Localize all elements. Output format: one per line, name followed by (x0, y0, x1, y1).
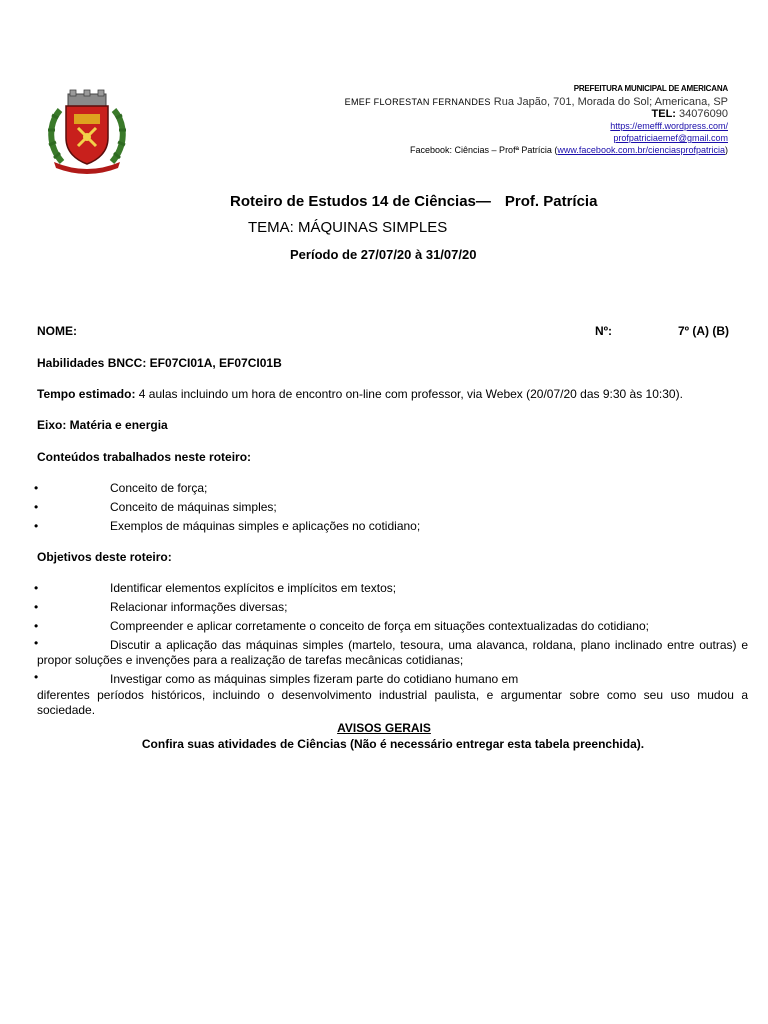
bullet-icon: • (34, 619, 39, 633)
avisos-text-body: Confira suas atividades de Ciências (Não é necessário entregar esta tabela preenchida). (141, 737, 645, 751)
school-name: EMEF FLORESTAN FERNANDES (344, 97, 491, 107)
tel-label: TEL: (651, 108, 676, 120)
facebook-line (410, 145, 728, 155)
conteudos-heading: Conteúdos trabalhados neste roteiro: (37, 450, 252, 464)
city-crest-icon (44, 88, 130, 174)
phone-line (652, 108, 728, 120)
objetivo-item: Identificar elementos explícitos e implícitos em textos; (110, 581, 397, 595)
bullet-icon: • (34, 670, 39, 684)
objetivo-item-continuation: diferentes períodos históricos, incluindo o desenvolvimento industrial paulista, e argumentar sobre como seu uso mudou a sociedade. (37, 688, 748, 717)
objetivos-heading: Objetivos deste roteiro: (37, 550, 172, 564)
professor-name: Prof. Patrícia (504, 193, 598, 210)
habilidades-line: Habilidades BNCC: EF07CI01A, EF07CI01B (37, 356, 282, 370)
bullet-icon: • (34, 600, 39, 614)
bullet-icon: • (34, 500, 39, 514)
objetivo-item: Relacionar informações diversas; (110, 600, 288, 614)
bullet-icon: • (34, 581, 39, 595)
periodo-title: Período de 27/07/20 à 31/07/20 (290, 247, 477, 262)
avisos-heading: AVISOS GERAIS (337, 721, 431, 735)
objetivo-item-paragraph (37, 638, 748, 668)
objetivo-item: Compreender e aplicar corretamente o conceito de força em situações contextualizadas do cotidiano; (110, 619, 649, 633)
bullet-icon: • (34, 636, 39, 650)
blog-link[interactable]: https://emefff.wordpress.com/ (610, 121, 728, 131)
objetivo-item: Discutir a aplicação das máquinas simples (martelo, tesoura, uma alavanca, roldana, plano inclinado entre outras) e propor soluções e invenções para a realização de tarefas mecânicas cotidianas; (37, 638, 748, 667)
bullet-icon: • (34, 481, 39, 495)
avisos-text (0, 737, 768, 751)
school-address (345, 96, 728, 108)
tempo-line (37, 387, 683, 401)
bullet-icon: • (34, 519, 39, 533)
conteudo-item: Conceito de força; (110, 481, 208, 495)
conteudo-item: Conceito de máquinas simples; (110, 500, 277, 514)
nome-label: NOME: (37, 324, 77, 338)
prefeitura-label: PREFEITURA MUNICIPAL DE AMERICANA (573, 84, 728, 93)
turma-label: 7º (A) (B) (678, 324, 730, 338)
numero-label: Nº: (595, 324, 613, 338)
page-title (230, 193, 597, 210)
email-link[interactable]: profpatriciaemef@gmail.com (613, 133, 728, 143)
facebook-prefix: Facebook: Ciências – Profª Patrícia ( (410, 145, 558, 155)
tel-value: 34076090 (679, 108, 728, 120)
conteudo-item: Exemplos de máquinas simples e aplicações no cotidiano; (110, 519, 421, 533)
roteiro-title: Roteiro de Estudos 14 de Ciências— (230, 193, 491, 210)
address-text: Rua Japão, 701, Morada do Sol; Americana, SP (493, 96, 728, 108)
eixo-line: Eixo: Matéria e energia (37, 418, 168, 432)
tempo-text: 4 aulas incluindo um hora de encontro on-line com professor, via Webex (20/07/20 das 9:30 às 10:30). (135, 387, 683, 401)
facebook-suffix: ) (725, 145, 728, 155)
tema-title: TEMA: MÁQUINAS SIMPLES (248, 219, 448, 236)
tempo-label: Tempo estimado: (37, 387, 136, 401)
facebook-link[interactable]: www.facebook.com.br/cienciasprofpatricia (557, 145, 725, 155)
objetivo-item-line1: Investigar como as máquinas simples fizeram parte do cotidiano humano em (110, 672, 519, 686)
